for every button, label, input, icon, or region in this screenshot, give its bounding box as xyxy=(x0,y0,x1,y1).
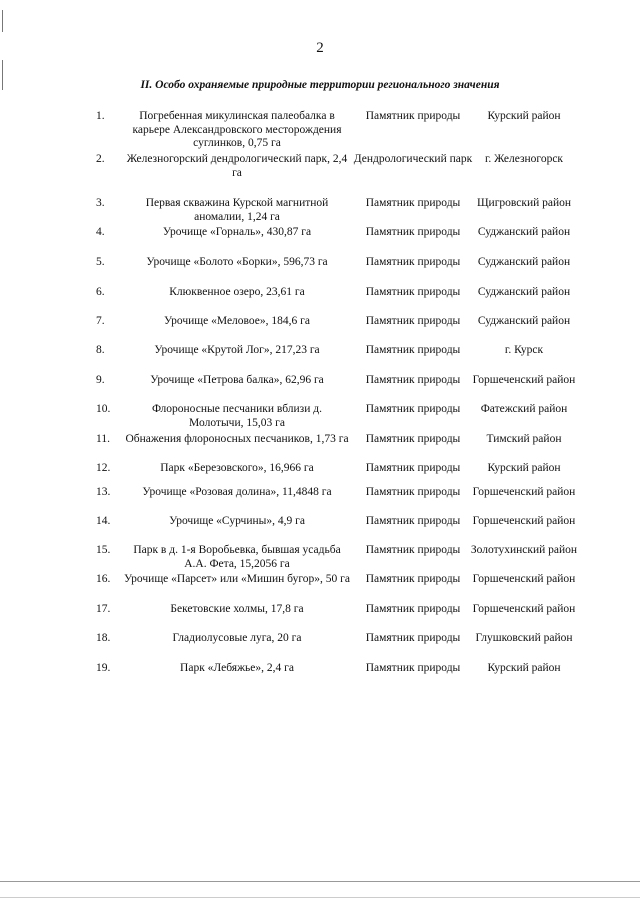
area-name: Обнажения флороносных песчаников, 1,73 га xyxy=(125,433,349,445)
area-name: Погребенная микулинская палеобалка в карьере Александровского месторождения суглинков, 0,75 га xyxy=(132,110,342,149)
area-category: Памятник природы xyxy=(365,573,461,585)
area-name: Железногорский дендрологический парк, 2,4 га xyxy=(126,153,348,179)
area-location: Горшеченский район xyxy=(472,603,576,615)
area-category: Памятник природы xyxy=(365,403,461,415)
area-location: Курский район xyxy=(487,462,561,474)
area-name: Флороносные песчаники вблизи д. Молотычи, 15,03 га xyxy=(152,403,322,429)
area-category: Памятник природы xyxy=(365,256,461,268)
area-location: Золотухинский район xyxy=(470,544,578,556)
area-location: г. Железногорск xyxy=(484,153,564,165)
area-category: Дендрологический парк xyxy=(353,153,473,165)
area-name: Парк «Лебяжье», 2,4 га xyxy=(180,662,294,674)
area-name: Урочище «Парсет» или «Мишин бугор», 50 га xyxy=(124,573,350,585)
area-category: Памятник природы xyxy=(365,632,461,644)
row-number: 13. xyxy=(96,486,111,498)
area-location: Горшеченский район xyxy=(472,486,576,498)
area-category: Памятник природы xyxy=(365,433,461,445)
area-name: Урочище «Крутой Лог», 217,23 га xyxy=(154,344,320,356)
area-location: Щигровский район xyxy=(476,197,572,209)
area-name: Первая скважина Курской магнитной аномалии, 1,24 га xyxy=(145,197,329,223)
area-category: Памятник природы xyxy=(365,486,461,498)
area-name: Урочище «Сурчины», 4,9 га xyxy=(169,515,305,527)
row-number: 3. xyxy=(96,197,105,209)
page-number: 2 xyxy=(316,40,324,56)
area-category: Памятник природы xyxy=(365,662,461,674)
area-category: Памятник природы xyxy=(365,197,461,209)
area-category: Памятник природы xyxy=(365,226,461,238)
area-name: Парк «Березовского», 16,966 га xyxy=(160,462,314,474)
area-location: г. Курск xyxy=(504,344,544,356)
area-category: Памятник природы xyxy=(365,374,461,386)
area-location: Глушковский район xyxy=(475,632,573,644)
row-number: 11. xyxy=(96,433,110,445)
area-category: Памятник природы xyxy=(365,286,461,298)
row-number: 16. xyxy=(96,573,111,585)
row-number: 14. xyxy=(96,515,111,527)
area-category: Памятник природы xyxy=(365,344,461,356)
row-number: 2. xyxy=(96,153,105,165)
area-location: Суджанский район xyxy=(477,315,571,327)
area-category: Памятник природы xyxy=(365,462,461,474)
area-category: Памятник природы xyxy=(365,544,461,556)
area-category: Памятник природы xyxy=(365,515,461,527)
area-location: Горшеченский район xyxy=(472,374,576,386)
row-number: 7. xyxy=(96,315,105,327)
row-number: 5. xyxy=(96,256,105,268)
area-location: Фатежский район xyxy=(480,403,568,415)
area-name: Урочище «Розовая долина», 11,4848 га xyxy=(142,486,332,498)
area-location: Горшеченский район xyxy=(472,573,576,585)
area-name: Урочище «Петрова балка», 62,96 га xyxy=(150,374,324,386)
row-number: 10. xyxy=(96,403,111,415)
row-number: 1. xyxy=(96,110,105,122)
row-number: 4. xyxy=(96,226,105,238)
area-name: Клюквенное озеро, 23,61 га xyxy=(169,286,305,298)
row-number: 8. xyxy=(96,344,105,356)
area-category: Памятник природы xyxy=(365,603,461,615)
area-name: Бекетовские холмы, 17,8 га xyxy=(170,603,304,615)
area-location: Горшеченский район xyxy=(472,515,576,527)
area-location: Суджанский район xyxy=(477,226,571,238)
row-number: 19. xyxy=(96,662,111,674)
area-name: Парк в д. 1-я Воробьевка, бывшая усадьба А.А. Фета, 15,2056 га xyxy=(133,544,341,570)
area-category: Памятник природы xyxy=(365,315,461,327)
section-title: II. Особо охраняемые природные территории регионального значения xyxy=(140,79,500,91)
row-number: 17. xyxy=(96,603,111,615)
area-name: Гладиолусовые луга, 20 га xyxy=(172,632,302,644)
area-name: Урочище «Меловое», 184,6 га xyxy=(164,315,310,327)
area-location: Курский район xyxy=(487,110,561,122)
row-number: 15. xyxy=(96,544,111,556)
bottom-divider xyxy=(0,897,640,898)
row-number: 6. xyxy=(96,286,105,298)
area-location: Суджанский район xyxy=(477,286,571,298)
area-name: Урочище «Горналь», 430,87 га xyxy=(162,226,312,238)
row-number: 12. xyxy=(96,462,111,474)
area-location: Курский район xyxy=(487,662,561,674)
area-location: Тимский район xyxy=(486,433,562,445)
row-number: 9. xyxy=(96,374,105,386)
area-name: Урочище «Болото «Борки», 596,73 га xyxy=(146,256,328,268)
row-number: 18. xyxy=(96,632,111,644)
area-category: Памятник природы xyxy=(365,110,461,122)
bottom-divider xyxy=(0,881,640,882)
area-location: Суджанский район xyxy=(477,256,571,268)
